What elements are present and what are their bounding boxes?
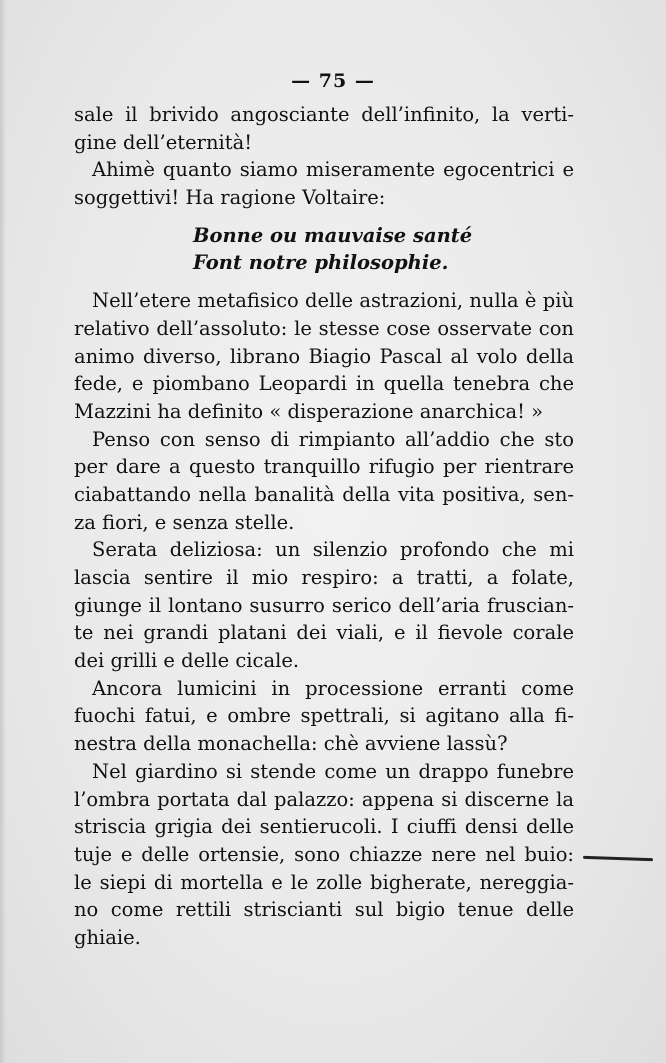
text-line: Ancora lumicini in processione erranti come bbox=[92, 676, 574, 700]
quote-line: Bonne ou mauvaise santé bbox=[193, 223, 473, 247]
text-line: ciabattando nella banalità della vita positiva, sen- bbox=[74, 482, 574, 506]
page-number: — 75 — bbox=[291, 70, 375, 92]
text-line: no come rettili striscianti sul bigio tenue delle bbox=[74, 898, 574, 922]
text-line: Nell’etere metafisico delle astrazioni, nulla è più bbox=[92, 289, 574, 313]
text-line: Mazzini ha definito « disperazione anarchica! » bbox=[74, 399, 544, 423]
text-line: Ahimè quanto siamo miseramente egocentrici e bbox=[92, 158, 574, 182]
text-line: nestra della monachella: chè avviene lassù? bbox=[74, 732, 508, 756]
text-line: sale il brivido angosciante dell’infinito, la verti- bbox=[74, 103, 574, 126]
text-line: lascia sentire il mio respiro: a tratti, a folate, bbox=[74, 566, 574, 589]
text-line: l’ombra portata dal palazzo: appena si discerne la bbox=[74, 787, 574, 811]
text-line: fuochi fatui, e ombre spettrali, si agitano alla fi- bbox=[74, 704, 574, 728]
text-line: ghiaie. bbox=[74, 925, 141, 949]
text-line: giunge il lontano susurro serico dell’aria fruscian- bbox=[74, 593, 574, 617]
pencil-mark bbox=[583, 856, 653, 861]
quote-line: Font notre philosophie. bbox=[193, 251, 449, 275]
text-line: relativo dell’assoluto: le stesse cose osservate con bbox=[74, 316, 574, 340]
text-line: Nel giardino si stende come un drappo funebre bbox=[92, 759, 574, 783]
body-text bbox=[74, 101, 574, 952]
text-line: animo diverso, librano Biagio Pascal al volo della bbox=[74, 344, 574, 368]
text-line: dei grilli e delle cicale. bbox=[74, 649, 300, 673]
text-line: za fiori, e senza stelle. bbox=[74, 510, 295, 534]
text-line: gine dell’eternità! bbox=[74, 130, 253, 154]
page-edge-shadow bbox=[0, 0, 6, 1063]
text-line: fede, e piombano Leopardi in quella tenebra che bbox=[74, 372, 574, 396]
text-line: Serata deliziosa: un silenzio profondo che mi bbox=[92, 538, 574, 562]
text-line: Penso con senso di rimpianto all’addio che sto bbox=[92, 427, 574, 451]
text-line: per dare a questo tranquillo rifugio per rientrare bbox=[74, 455, 574, 479]
text-line: striscia grigia dei sentierucoli. I ciuffi densi delle bbox=[74, 815, 574, 839]
text-line: soggettivi! Ha ragione Voltaire: bbox=[74, 186, 386, 210]
text-line: le siepi di mortella e le zolle bigherate, nereggia- bbox=[74, 870, 574, 894]
text-line: te nei grandi platani dei viali, e il fievole corale bbox=[74, 621, 574, 645]
text-line: tuje e delle ortensie, sono chiazze nere nel buio: bbox=[74, 842, 574, 866]
